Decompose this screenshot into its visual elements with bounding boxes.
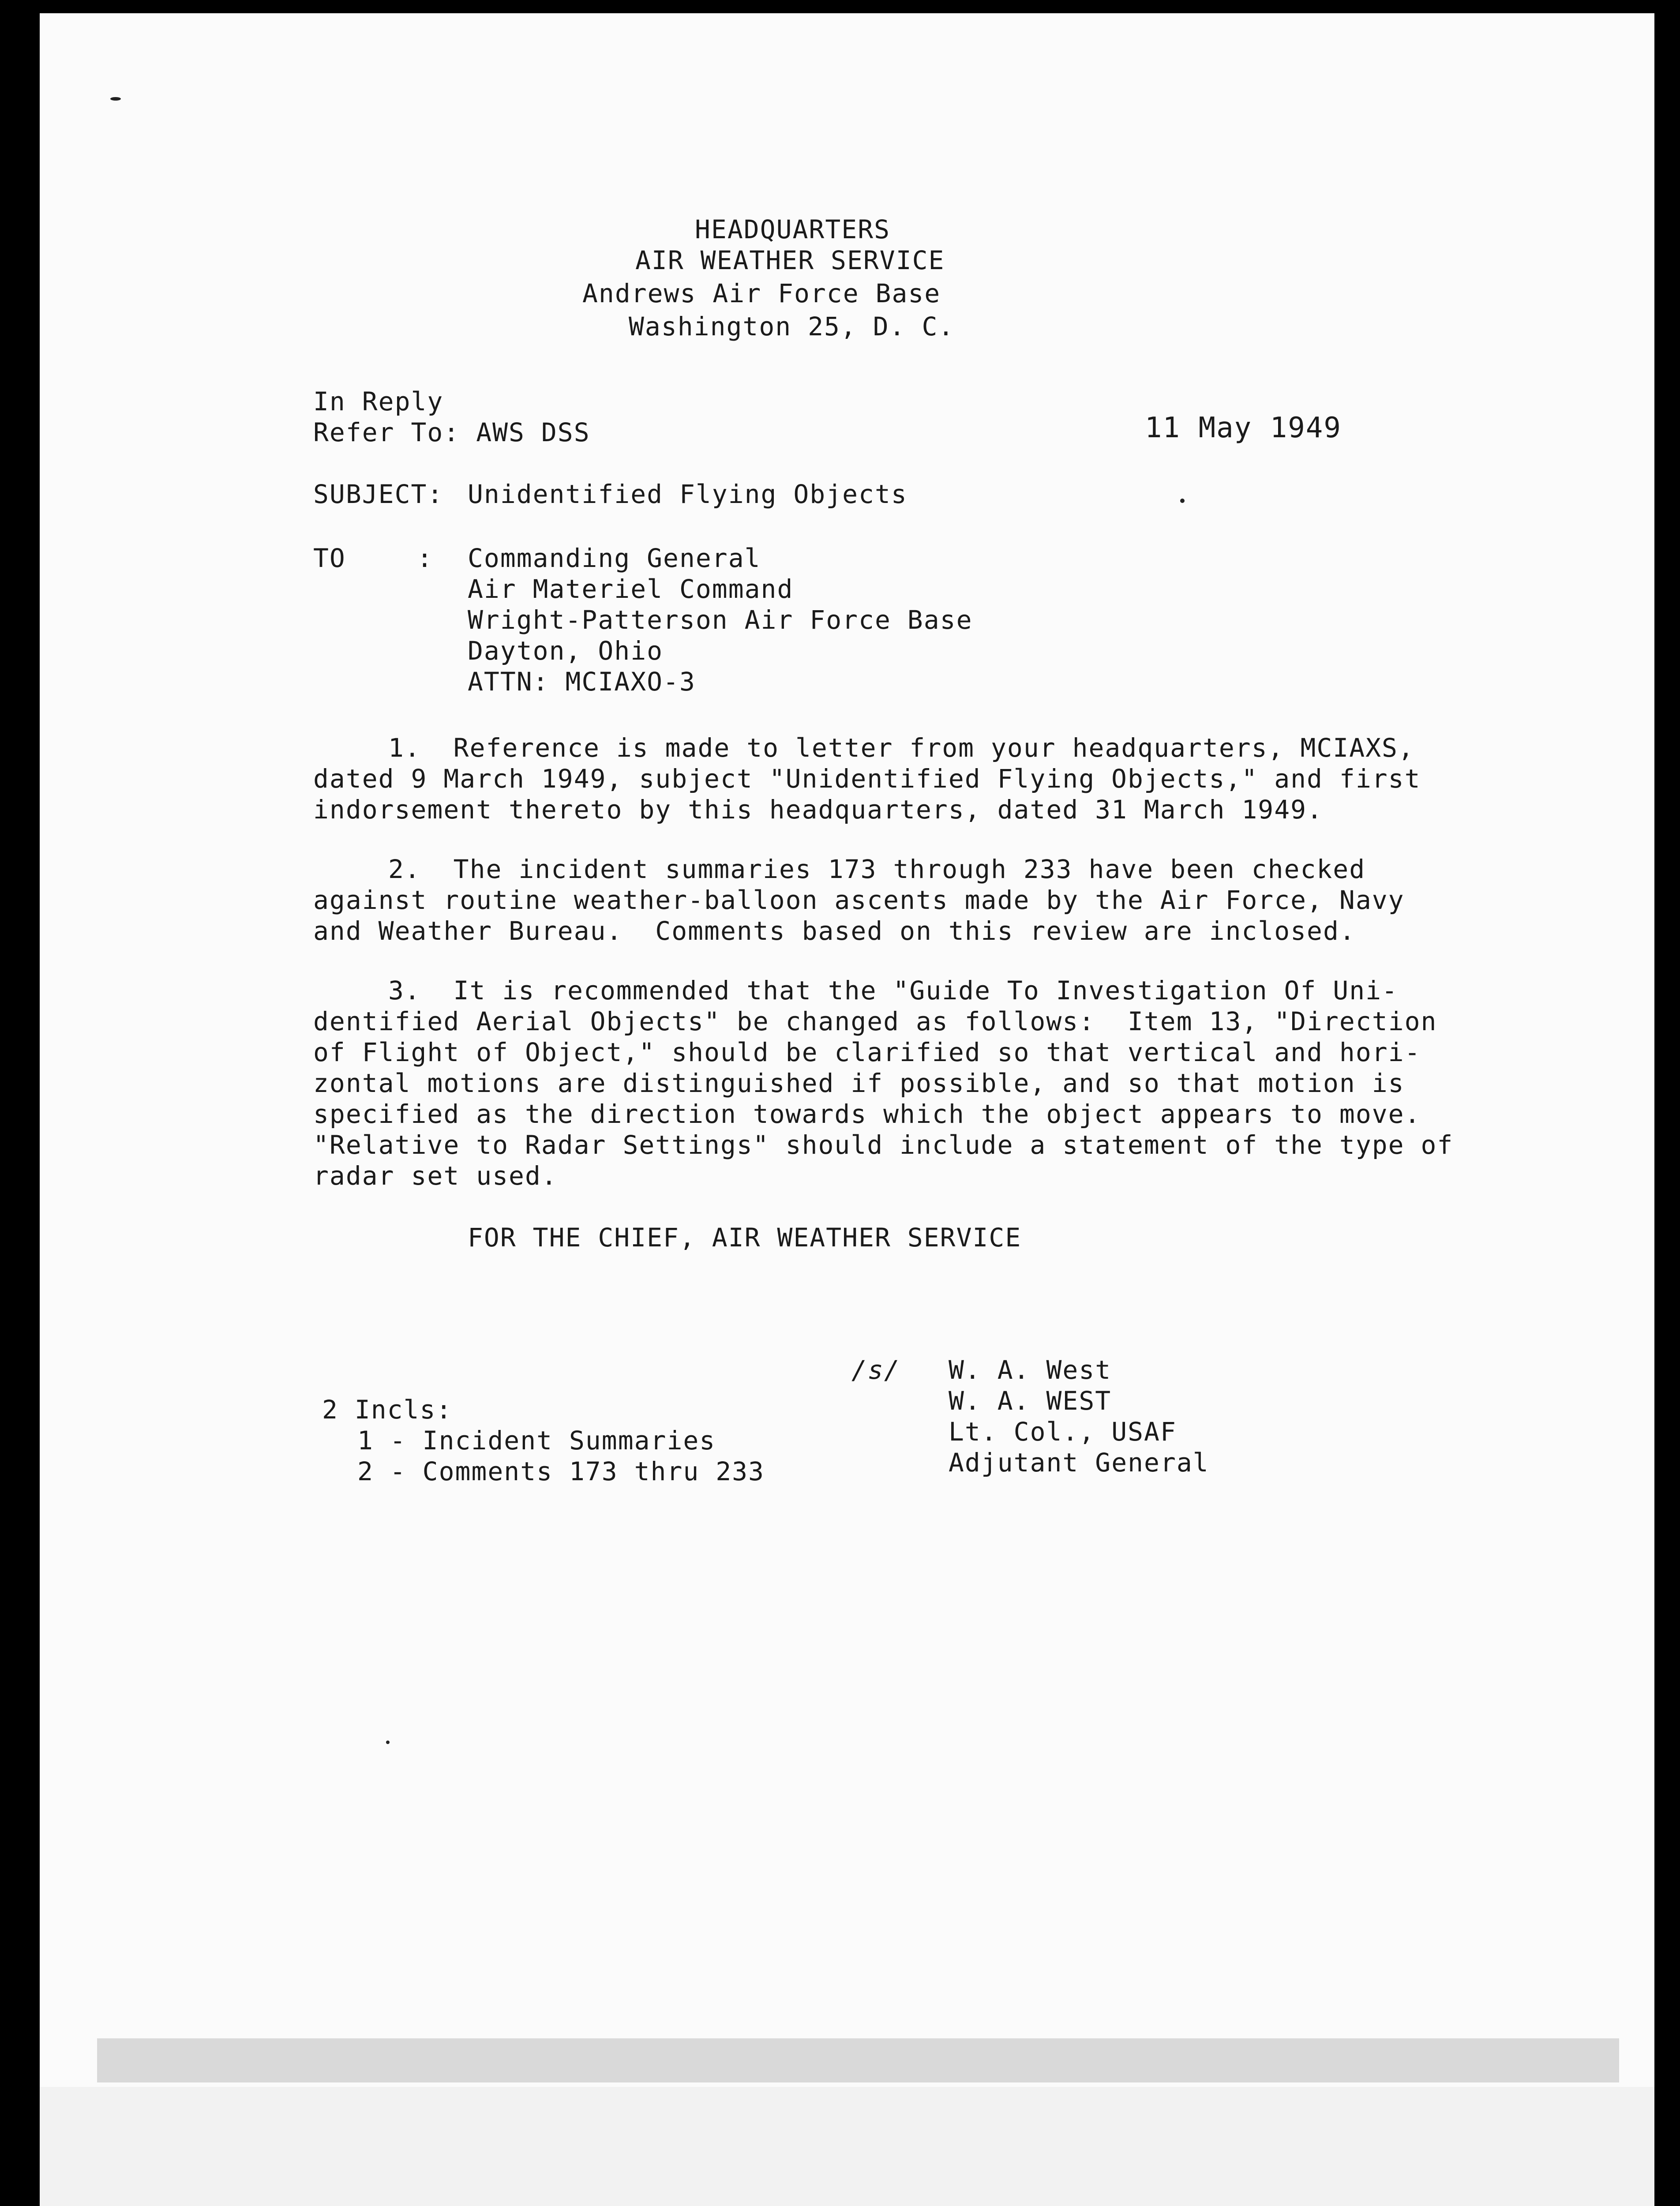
signature-line: Lt. Col., USAF	[949, 1417, 1177, 1447]
paragraph-line: 1. Reference is made to letter from your headquarters, MCIAXS,	[388, 733, 1414, 763]
signature-line: W. A. WEST	[949, 1386, 1112, 1416]
addressee-line: Wright-Patterson Air Force Base	[468, 605, 973, 635]
inclosure-item: 2 - Comments 173 thru 233	[357, 1456, 765, 1486]
reply-line-1: In Reply	[313, 386, 444, 416]
paragraph-line: 3. It is recommended that the "Guide To Investigation Of Uni-	[388, 975, 1398, 1005]
paragraph-line: 2. The incident summaries 173 through 233 have been checked	[388, 854, 1366, 884]
scan-speck	[386, 1741, 390, 1744]
scan-shadow-band	[97, 2038, 1619, 2082]
paragraph-line: dentified Aerial Objects" be changed as follows: Item 13, "Direction	[313, 1006, 1437, 1036]
letterhead-line-3: Andrews Air Force Base	[582, 278, 941, 308]
signature-prefix: /s/	[851, 1355, 900, 1385]
letterhead-line-2: AIR WEATHER SERVICE	[635, 245, 945, 275]
paragraph-line: "Relative to Radar Settings" should include a statement of the type of	[313, 1130, 1454, 1160]
signature-line: W. A. West	[949, 1355, 1112, 1385]
paragraph-line: against routine weather-balloon ascents made by the Air Force, Navy	[313, 885, 1405, 915]
subject-text: Unidentified Flying Objects	[468, 479, 908, 509]
signature-line: Adjutant General	[949, 1448, 1209, 1478]
letter-date: 11 May 1949	[1145, 412, 1342, 444]
paragraph-line: specified as the direction towards which the object appears to move.	[313, 1099, 1421, 1129]
scan-lower-margin	[40, 2087, 1654, 2206]
reply-line-2: Refer To: AWS DSS	[313, 417, 590, 447]
letterhead-line-4: Washington 25, D. C.	[629, 311, 955, 341]
paragraph-line: indorsement thereto by this headquarters, dated 31 March 1949.	[313, 795, 1323, 825]
to-colon: :	[417, 543, 433, 573]
paragraph-line: dated 9 March 1949, subject "Unidentified Flying Objects," and first	[313, 764, 1421, 794]
scan-speck	[1180, 499, 1185, 503]
addressee-line: Dayton, Ohio	[468, 636, 664, 666]
paragraph-line: radar set used.	[313, 1161, 558, 1191]
inclosures-heading: 2 Incls:	[322, 1395, 453, 1425]
addressee-line: Commanding General	[468, 543, 761, 573]
subject-label: SUBJECT:	[313, 479, 444, 509]
paragraph-line: zontal motions are distinguished if possible, and so that motion is	[313, 1068, 1405, 1098]
inclosure-item: 1 - Incident Summaries	[357, 1426, 716, 1456]
to-label: TO	[313, 543, 346, 573]
letterhead-line-1: HEADQUARTERS	[695, 214, 891, 244]
addressee-line: ATTN: MCIAXO-3	[468, 667, 696, 697]
document-page	[40, 13, 1654, 2206]
scan-speck	[110, 97, 121, 101]
paragraph-line: and Weather Bureau. Comments based on this review are inclosed.	[313, 916, 1356, 946]
paragraph-line: of Flight of Object," should be clarified so that vertical and hori-	[313, 1037, 1421, 1067]
addressee-line: Air Materiel Command	[468, 574, 794, 604]
closing-line: FOR THE CHIEF, AIR WEATHER SERVICE	[468, 1223, 1022, 1253]
